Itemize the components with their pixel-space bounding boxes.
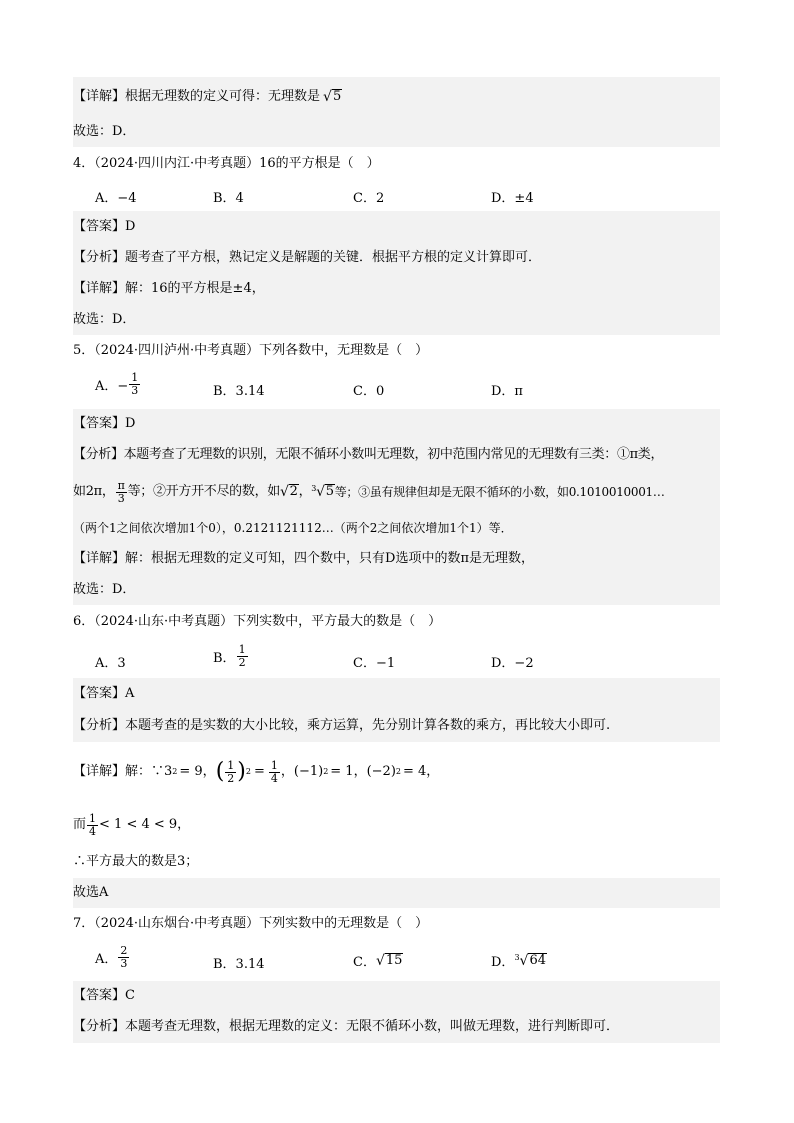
q7-option-b: B．3.14 xyxy=(213,957,265,972)
q5-analysis-line3: （两个1之间依次增加1个0），0.2121121112…（两个2之间依次增加1个1）等． xyxy=(73,513,720,543)
q6-stem: 6．（2024·山东·中考真题）下列实数中，平方最大的数是（ ） xyxy=(73,614,442,630)
sqrt-expression: √ 5 xyxy=(323,88,342,105)
q7-analysis: 【分析】 本题考查无理数，根据无理数的定义：无限不循环小数，叫做无理数，进行判断即可． xyxy=(73,1011,720,1043)
q5-options xyxy=(95,368,695,408)
q6-options xyxy=(95,640,695,678)
q4-detail: 【详解】 解：16的平方根是±4， xyxy=(73,273,720,305)
q4-option-b: B．4 xyxy=(213,191,244,206)
q5-analysis-line2: 如2π， $\frac{\pi}{3}$ 等；②开方开不尽的数，如 √ 2 ， 3 √ 5 等；③虽有规律但却是无限不循环的小数，如0.1010010001… xyxy=(73,471,720,513)
q6-option-c: C．−1 xyxy=(353,656,396,671)
q5-choose: 故选：D． xyxy=(73,575,720,605)
q7-options xyxy=(95,941,695,981)
q7-stem: 7．（2024·山东烟台·中考真题）下列实数中的无理数是（ ） xyxy=(73,916,429,932)
q6-option-d: D．−2 xyxy=(491,656,534,671)
q3-choose: 故选：D． xyxy=(73,117,720,147)
q5-option-d: D．π xyxy=(491,384,523,399)
q4-stem: 4．（2024·四川内江·中考真题）16的平方根是（ ） xyxy=(73,156,380,172)
q6-conclude: ∴平方最大的数是3； xyxy=(73,854,199,870)
q5-option-c: C．0 xyxy=(353,384,385,399)
q4-options xyxy=(95,181,695,211)
q7-option-d: D． 3 √ 64 xyxy=(491,952,546,970)
detail-label: 【详解】 xyxy=(73,89,126,105)
q3-detail xyxy=(73,77,720,117)
q5-detail: 【详解】 解：根据无理数的定义可知，四个数中，只有D选项中的数π是无理数， xyxy=(73,543,720,575)
q6-option-b: B． $\frac{1}{2}$ xyxy=(213,643,246,669)
q4-answer: 【答案】 D xyxy=(73,211,720,243)
q4-option-c: C．2 xyxy=(353,191,385,206)
q5-option-b: B．3.14 xyxy=(213,384,265,399)
q7-option-a: A． $\frac{2}{3}$ xyxy=(95,944,128,970)
q6-option-a: A．3 xyxy=(95,656,126,671)
q4-choose: 故选：D． xyxy=(73,305,720,335)
q5-answer: 【答案】 D xyxy=(73,409,720,439)
q5-option-a: A．− $\frac{1}{3}$ xyxy=(95,371,139,397)
q7-option-c: C． √ 15 xyxy=(353,952,403,970)
q6-analysis: 【分析】 本题考查的是实数的大小比较，乘方运算，先分别计算各数的乘方，再比较大小即可. xyxy=(73,710,720,742)
q6-answer: 【答案】 A xyxy=(73,678,720,710)
q4-option-d: D．±4 xyxy=(491,191,534,206)
q4-option-a: A．−4 xyxy=(95,191,137,206)
q7-answer: 【答案】 C xyxy=(73,981,720,1011)
q5-analysis: 【分析】 本题考查了无理数的识别，无限不循环小数叫无理数，初中范围内常见的无理数有三类：①π类， xyxy=(73,439,720,471)
q6-choose: 故选A xyxy=(73,878,720,908)
q5-stem: 5．（2024·四川泸州·中考真题）下列各数中，无理数是（ ） xyxy=(73,343,429,359)
detail-text: 根据无理数的定义可得：无理数是 xyxy=(125,89,321,105)
q6-compare: 而 $\frac{1}{4}$ < 1 < 4 < 9， xyxy=(73,811,191,838)
q6-detail: 【详解】 解：∵3 2 = 9， ( $\frac{1}{2}$ ) 2 = $\frac{1}{4}$ ，(−1) 2 = 1，(−2) 2 = 4， xyxy=(73,758,440,785)
q4-analysis: 【分析】 题考查了平方根，熟记定义是解题的关键．根据平方根的定义计算即可． xyxy=(73,243,720,273)
